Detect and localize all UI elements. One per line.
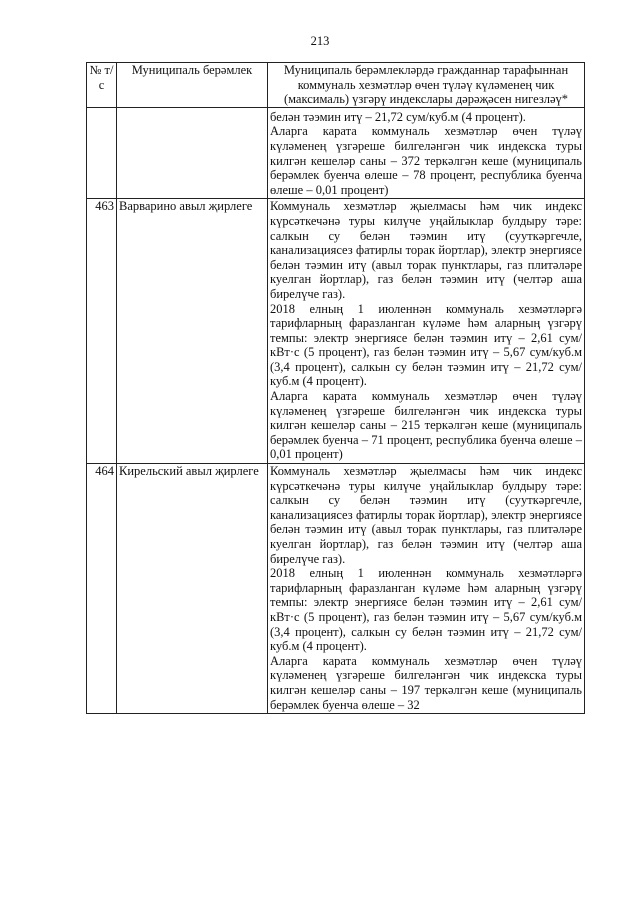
- header-municipality: Муниципаль берәмлек: [117, 63, 268, 108]
- row-description: [268, 199, 585, 464]
- description-paragraph: Аларга карата коммуналь хезмәтләр өчен түләү күләменең үзгәреше билгеләнгән чик индекска туры килгән кешеләр саны – 215 теркәлгән кеше (муниципаль берәмлек буенча – 71 процент, республика буенча өлеше – 0,01 процент): [270, 389, 582, 462]
- description-paragraph: 2018 елның 1 июленнән коммуналь хезмәтләргә тарифларның фаразланган күләме һәм аларның үзгәрү темпы: электр энергиясе белән тәэмин итү – 2,61 сум/кВт·с (5 процент), газ белән тәэмин итү – 5,67 сум/куб.м (3,4 процент), салкын су белән тәэмин итү – 21,72 сум/куб.м (4 процент).: [270, 301, 582, 389]
- table-header-row: [87, 63, 585, 108]
- page-number: 213: [310, 34, 330, 48]
- municipal-index-table: [86, 62, 585, 714]
- row-description: [268, 107, 585, 199]
- table-row: [87, 464, 585, 714]
- header-description: Муниципаль берәмлекләрдә гражданнар тарафыннан коммуналь хезмәтләр өчен түләү күләменең чик (максималь) үзгәрү индекслары дәрәҗәсен нигезләү*: [268, 63, 585, 108]
- description-paragraph: белән тәэмин итү – 21,72 сум/куб.м (4 процент).: [270, 109, 526, 124]
- row-description: [268, 464, 585, 714]
- description-paragraph: 2018 елның 1 июленнән коммуналь хезмәтләргә тарифларның фаразланган күләме һәм аларның үзгәрү темпы: электр энергиясе белән тәэмин итү – 2,61 сум/кВт·с (5 процент), газ белән тәэмин итү – 5,67 сум/куб.м (3,4 процент), салкын су белән тәэмин итү – 21,72 сум/куб.м (4 процент).: [270, 566, 582, 654]
- table-row: [87, 199, 585, 464]
- row-municipality: [117, 107, 268, 199]
- header-number: № т/с: [87, 63, 117, 108]
- description-paragraph: Коммуналь хезмәтләр җыелмасы һәм чик индекс күрсәткечәнә туры килүче уңайлыклар булдыру тәре: салкын су белән тәэмин итү (сууткәргечле, канализациясез фатирлы торак йортлар), электр энергиясе белән тәэмин итү (авыл торак пунктлары, газ плитәләре куелган йортлар), газ белән тәэмин итү (челтәр аша бирелүче газ).: [270, 464, 582, 566]
- row-municipality: Кирельский авыл җирлеге: [117, 464, 268, 714]
- row-municipality: Варварино авыл җирлеге: [117, 199, 268, 464]
- row-number: 463: [87, 199, 117, 464]
- description-paragraph: Коммуналь хезмәтләр җыелмасы һәм чик индекс күрсәткечәнә туры килүче уңайлыклар булдыру тәре: салкын су белән тәэмин итү (сууткәргечле, канализациясез фатирлы торак йортлар), электр энергиясе белән тәэмин итү (авыл торак пунктлары, газ плитәләре куелган йортлар), газ белән тәэмин итү (челтәр аша бирелүче газ).: [270, 199, 582, 301]
- table-row-continuation: [87, 107, 585, 199]
- row-number: [87, 107, 117, 199]
- description-paragraph: Аларга карата коммуналь хезмәтләр өчен түләү күләменең үзгәреше билгеләнгән чик индекска туры килгән кешеләр саны – 372 теркәлгән кеше (муниципаль берәмлек буенча өлеше – 78 процент, республика буенча өлеше – 0,01 процент): [270, 124, 582, 197]
- row-number: 464: [87, 464, 117, 714]
- description-paragraph: Аларга карата коммуналь хезмәтләр өчен түләү күләменең үзгәреше билгеләнгән чик индекска туры килгән кешеләр саны – 197 теркәлгән кеше (муниципаль берәмлек буенча өлеше – 32: [270, 653, 582, 712]
